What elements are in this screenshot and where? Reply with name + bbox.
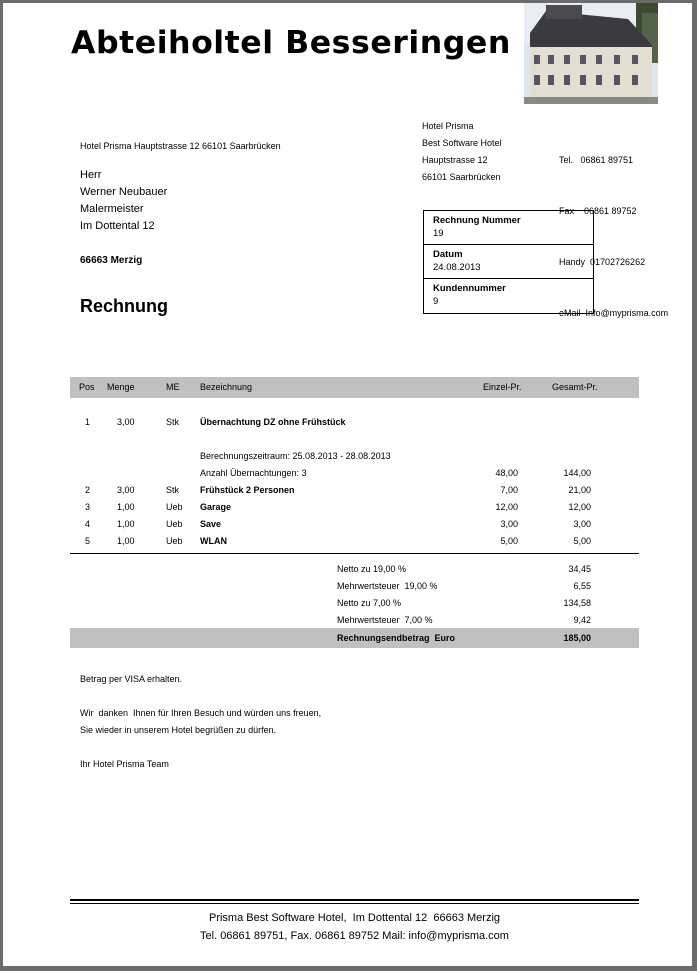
nights-unit-price: 48,00 xyxy=(495,468,518,478)
item-pos: 2 xyxy=(85,485,91,495)
invoice-info-box xyxy=(423,210,594,314)
header-total-price: Gesamt-Pr. xyxy=(552,382,598,392)
item-description: Frühstück 2 Personen xyxy=(200,485,295,495)
document-title: Rechnung xyxy=(80,296,168,316)
item-unit: Stk xyxy=(166,417,180,427)
item-description: Save xyxy=(200,519,222,529)
totals-value: 9,42 xyxy=(573,615,591,625)
recipient-city: 66663 Merzig xyxy=(80,255,143,266)
item-description: Übernachtung DZ ohne Frühstück xyxy=(200,417,346,427)
header-pos: Pos xyxy=(79,382,95,392)
item-unit: Ueb xyxy=(166,536,183,546)
payment-note: Betrag per VISA erhalten. xyxy=(80,674,183,684)
thank-you-line: Wir danken Ihnen für Ihren Besuch und würden uns freuen, xyxy=(80,708,322,718)
header-description: Bezeichnung xyxy=(200,382,253,392)
company-address xyxy=(422,118,502,186)
grand-total-value: 185,00 xyxy=(563,633,591,643)
hotel-title: Abteiholtel Besseringen xyxy=(71,25,511,61)
contact-email: eMail Info@myprisma.com xyxy=(559,308,669,318)
item-unit: Ueb xyxy=(166,502,183,512)
item-unit-price: 12,00 xyxy=(495,502,518,512)
recipient-salutation: Herr xyxy=(80,169,102,181)
item-unit: Stk xyxy=(166,485,180,495)
item-total: 5,00 xyxy=(573,536,591,546)
item-total: 12,00 xyxy=(568,502,591,512)
footer-rule-top xyxy=(70,899,639,901)
invoice-date-cell xyxy=(424,245,593,279)
billing-period: Berechnungszeitraum: 25.08.2013 - 28.08.2013 xyxy=(200,451,391,461)
totals-value: 134,58 xyxy=(563,598,591,608)
footer-contact: Tel. 06861 89751, Fax. 06861 89752 Mail: info@myprisma.com xyxy=(200,930,509,942)
item-pos: 1 xyxy=(85,417,91,427)
item-unit-price: 5,00 xyxy=(500,536,518,546)
invoice-number: 19 xyxy=(433,228,444,239)
item-description: WLAN xyxy=(200,536,227,546)
footer-rule-bottom xyxy=(70,903,639,904)
sender-line: Hotel Prisma Hauptstrasse 12 66101 Saarbrücken xyxy=(80,141,281,151)
company-line: Hauptstrasse 12 xyxy=(422,155,488,165)
item-unit-price: 3,00 xyxy=(500,519,518,529)
invoice-number-label: Rechnung Nummer xyxy=(433,215,521,226)
header-quantity: Menge xyxy=(107,382,135,392)
nights-total: 144,00 xyxy=(563,468,591,478)
item-unit: Ueb xyxy=(166,519,183,529)
thank-you-line: Sie wieder in unserem Hotel begrüßen zu dürfen. xyxy=(80,725,277,735)
contact-mobile: Handy 01702726262 xyxy=(559,257,646,267)
recipient-street: Im Dottental 12 xyxy=(80,220,155,232)
recipient-profession: Malermeister xyxy=(80,203,144,215)
hotel-photo xyxy=(524,3,658,104)
item-description: Garage xyxy=(200,502,232,512)
item-quantity: 3,00 xyxy=(117,485,135,495)
totals-label: Netto zu 7,00 % xyxy=(337,598,402,608)
footer-address: Prisma Best Software Hotel, Im Dottental 12 66663 Merzig xyxy=(208,912,501,924)
header-unit: ME xyxy=(166,382,180,392)
item-total: 3,00 xyxy=(573,519,591,529)
invoice-date: 24.08.2013 xyxy=(433,262,481,273)
company-line: 66101 Saarbrücken xyxy=(422,172,501,182)
item-pos: 3 xyxy=(85,502,91,512)
totals-value: 6,55 xyxy=(573,581,591,591)
company-line: Hotel Prisma xyxy=(422,121,474,131)
invoice-number-cell xyxy=(424,211,593,245)
grand-total-label: Rechnungsendbetrag Euro xyxy=(337,633,456,643)
invoice-date-label: Datum xyxy=(433,249,463,260)
item-unit-price: 7,00 xyxy=(500,485,518,495)
customer-number: 9 xyxy=(433,296,439,307)
item-quantity: 1,00 xyxy=(117,536,135,546)
totals-value: 34,45 xyxy=(568,564,591,574)
company-line: Best Software Hotel xyxy=(422,138,502,148)
customer-number-cell xyxy=(424,279,593,313)
item-quantity: 1,00 xyxy=(117,519,135,529)
item-quantity: 3,00 xyxy=(117,417,135,427)
nights-description: Anzahl Übernachtungen: 3 xyxy=(200,468,307,478)
totals-label: Netto zu 19,00 % xyxy=(337,564,407,574)
invoice-page xyxy=(3,3,692,966)
recipient-address xyxy=(80,167,167,235)
totals-label: Mehrwertsteuer 19,00 % xyxy=(337,581,438,591)
header-unit-price: Einzel-Pr. xyxy=(483,382,522,392)
item-pos: 4 xyxy=(85,519,91,529)
customer-number-label: Kundennummer xyxy=(433,283,506,294)
totals-label: Mehrwertsteuer 7,00 % xyxy=(337,615,433,625)
item-quantity: 1,00 xyxy=(117,502,135,512)
contact-phone: Tel. 06861 89751 xyxy=(559,155,634,165)
table-divider xyxy=(70,553,639,554)
item-total: 21,00 xyxy=(568,485,591,495)
contact-fax: Fax 06861 89752 xyxy=(559,206,637,216)
signature-line: Ihr Hotel Prisma Team xyxy=(80,759,169,769)
recipient-name: Werner Neubauer xyxy=(80,186,168,198)
item-pos: 5 xyxy=(85,536,91,546)
